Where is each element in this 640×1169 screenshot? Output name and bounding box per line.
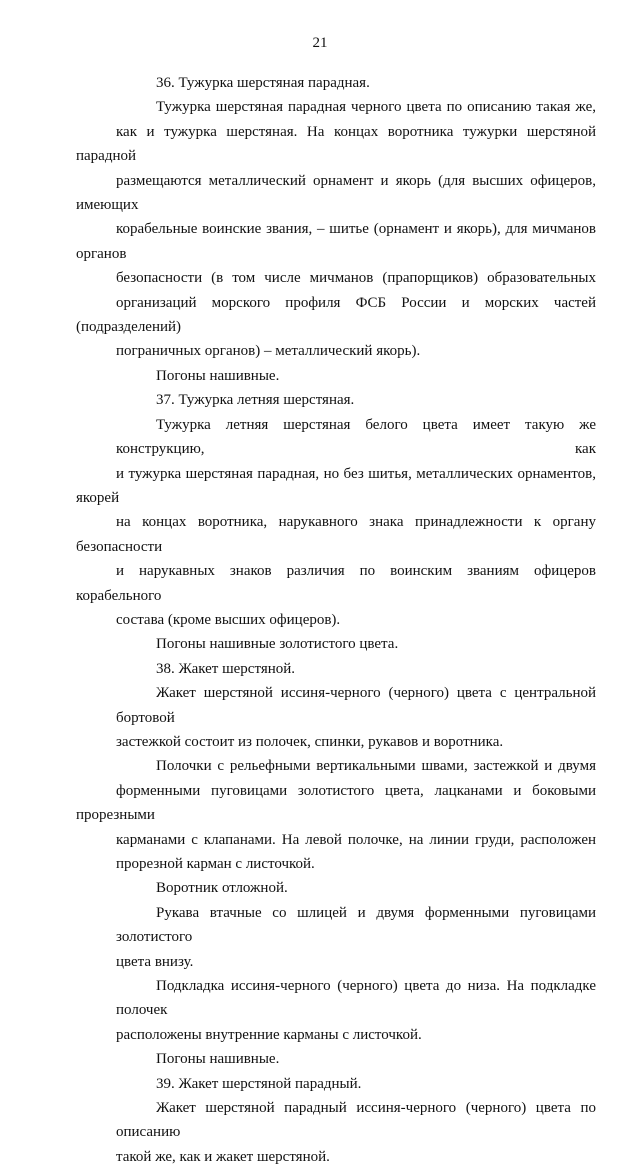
text-line: Тужурка летняя шерстяная белого цвета имеет такую же конструкцию, как bbox=[116, 416, 596, 458]
text-line: 36. Тужурка шерстяная парадная. bbox=[156, 75, 370, 91]
text-line: Жакет шерстяной иссиня-черного (черного) цвета с центральной бортовой bbox=[116, 685, 596, 726]
item-37-heading bbox=[76, 388, 596, 412]
text-line: такой же, как и жакет шерстяной. bbox=[116, 1148, 330, 1165]
text-line: безопасности (в том числе мичманов (прапорщиков) образовательных bbox=[116, 270, 596, 287]
item-39-heading bbox=[76, 1072, 596, 1096]
text-line: Погоны нашивные. bbox=[156, 1051, 280, 1068]
text-line: Полочки с рельефными вертикальными швами, застежкой и двумя bbox=[156, 758, 596, 775]
text-line: 39. Жакет шерстяной парадный. bbox=[156, 1075, 362, 1092]
text-line: 37. Тужурка летняя шерстяная. bbox=[156, 392, 355, 409]
text-line: Рукава втачные со шлицей и двумя форменными пуговицами золотистого bbox=[116, 904, 596, 946]
text-line: корабельные воинские звания, – шитье (орнамент и якорь), для мичманов органов bbox=[76, 221, 596, 262]
item-38-sleeves bbox=[76, 901, 596, 974]
text-line: и тужурка шерстяная парадная, но без шитья, металлических орнаментов, якорей bbox=[76, 465, 596, 506]
item-38-collar bbox=[76, 876, 596, 900]
item-36-description bbox=[76, 95, 596, 363]
text-line: Воротник отложной. bbox=[156, 880, 288, 897]
text-line: на концах воротника, нарукавного знака принадлежности к органу безопасности bbox=[76, 514, 596, 555]
item-39-description bbox=[76, 1096, 596, 1169]
item-36-heading bbox=[76, 71, 596, 95]
text-line: Погоны нашивные. bbox=[156, 367, 280, 384]
text-line: форменными пуговицами золотистого цвета, лацканами и боковыми прорезными bbox=[76, 782, 596, 824]
text-line: Подкладка иссиня-черного (черного) цвета до низа. На подкладке полочек bbox=[116, 978, 596, 1019]
item-36-shoulder-straps bbox=[76, 364, 596, 388]
text-line: застежкой состоит из полочек, спинки, рукавов и воротника. bbox=[116, 733, 504, 750]
text-line: цвета внизу. bbox=[116, 953, 194, 970]
text-line: как и тужурка шерстяная. На концах воротника тужурки шерстяной парадной bbox=[76, 123, 596, 165]
text-line: расположены внутренние карманы с листочкой. bbox=[116, 1026, 422, 1043]
text-line: Жакет шерстяной парадный иссиня-черного (черного) цвета по описанию bbox=[116, 1100, 596, 1141]
item-38-fronts bbox=[76, 754, 596, 876]
text-line: Тужурка шерстяная парадная черного цвета по описанию такая же, bbox=[156, 99, 596, 116]
text-line: Погоны нашивные золотистого цвета. bbox=[156, 636, 399, 653]
text-line: организаций морского профиля ФСБ России и морских частей (подразделений) bbox=[76, 294, 596, 336]
item-38-shoulder-straps bbox=[76, 1047, 596, 1071]
text-line: карманами с клапанами. На левой полочке, на линии груди, расположен bbox=[116, 831, 596, 848]
text-line: и нарукавных знаков различия по воинским званиям офицеров корабельного bbox=[76, 563, 596, 604]
item-38-description bbox=[76, 681, 596, 754]
text-line: прорезной карман с листочкой. bbox=[116, 856, 315, 872]
item-38-heading bbox=[76, 657, 596, 681]
text-line: размещаются металлический орнамент и якорь (для высших офицеров, имеющих bbox=[76, 172, 596, 214]
page-number: 21 bbox=[312, 35, 328, 51]
document-body bbox=[76, 71, 596, 1169]
item-38-lining bbox=[76, 974, 596, 1047]
item-37-description bbox=[76, 413, 596, 633]
text-line: состава (кроме высших офицеров). bbox=[116, 611, 341, 628]
item-37-shoulder-straps bbox=[76, 632, 596, 656]
text-line: пограничных органов) – металлический якорь). bbox=[116, 343, 421, 360]
text-line: 38. Жакет шерстяной. bbox=[156, 660, 296, 677]
